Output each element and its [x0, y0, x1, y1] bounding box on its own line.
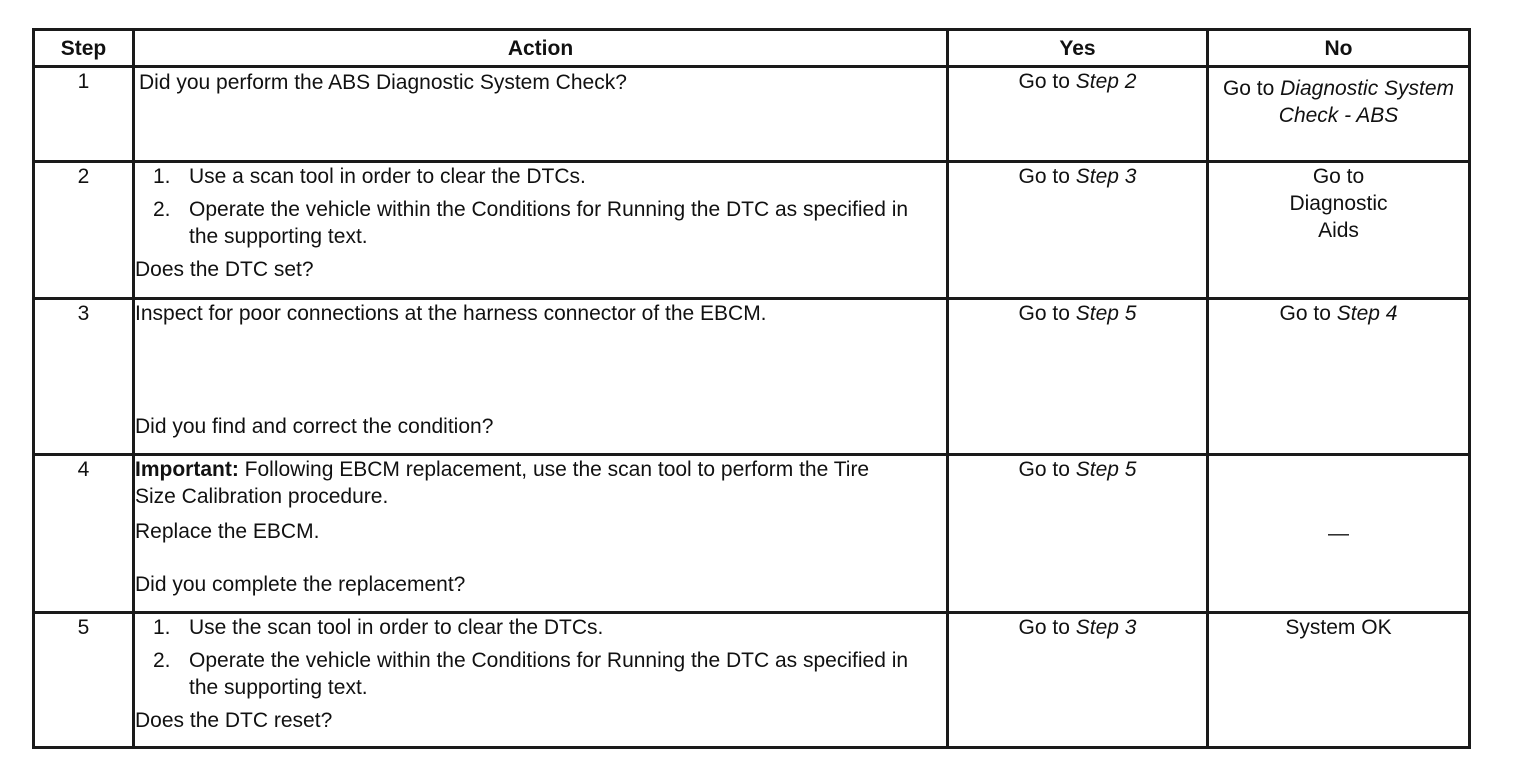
important-label: Important: — [135, 458, 239, 481]
no-prefix: Go to — [1279, 302, 1337, 325]
step-number: 1 — [34, 67, 134, 162]
no-cell — [1208, 67, 1470, 162]
table-row — [34, 162, 1470, 299]
list-item — [135, 163, 946, 190]
yes-cell — [948, 299, 1208, 455]
yes-cell — [948, 613, 1208, 748]
action-instruction: Inspect for poor connections at the harness connector of the EBCM. — [135, 302, 767, 325]
yes-step-link[interactable]: Step 2 — [1075, 70, 1137, 93]
list-number: 1. — [153, 616, 171, 639]
yes-prefix: Go to — [1018, 616, 1076, 639]
header-action: Action — [134, 30, 948, 67]
step-number: 5 — [34, 613, 134, 748]
action-instruction: Replace the EBCM. — [135, 520, 320, 543]
no-step-link[interactable]: Step 4 — [1336, 302, 1398, 325]
important-note — [135, 456, 946, 510]
header-no: No — [1208, 30, 1470, 67]
table-row — [34, 613, 1470, 748]
yes-step-link[interactable]: Step 3 — [1075, 165, 1137, 188]
no-result: System OK — [1285, 616, 1392, 639]
no-step-link[interactable]: Diagnostic System Check - ABS — [1278, 77, 1455, 127]
action-question: Does the DTC set? — [135, 258, 314, 281]
action-cell — [134, 67, 948, 162]
table-row — [34, 299, 1470, 455]
yes-cell — [948, 162, 1208, 299]
list-item — [135, 647, 946, 701]
yes-cell — [948, 67, 1208, 162]
no-dash: — — [1328, 522, 1349, 545]
yes-prefix: Go to — [1018, 165, 1076, 188]
list-number: 2. — [153, 649, 171, 672]
list-number: 1. — [153, 165, 171, 188]
list-item — [135, 196, 946, 250]
yes-step-link[interactable]: Step 5 — [1075, 302, 1137, 325]
no-cell — [1208, 162, 1470, 299]
list-number: 2. — [153, 198, 171, 221]
header-row — [34, 30, 1470, 67]
table-row — [34, 455, 1470, 613]
yes-cell — [948, 455, 1208, 613]
action-cell — [134, 613, 948, 748]
action-cell — [134, 299, 948, 455]
yes-prefix: Go to — [1018, 302, 1076, 325]
list-item — [135, 614, 946, 641]
table-row — [34, 67, 1470, 162]
important-text: Following EBCM replacement, use the scan tool to perform the Tire Size Calibration procedure. — [135, 458, 870, 508]
step-number: 4 — [34, 455, 134, 613]
diagnostic-table — [32, 28, 1471, 749]
action-question: Did you complete the replacement? — [135, 573, 466, 596]
no-link[interactable]: Go to Diagnostic Aids — [1289, 165, 1388, 242]
header-yes: Yes — [948, 30, 1208, 67]
no-cell — [1208, 455, 1470, 613]
list-text: Operate the vehicle within the Conditions for Running the DTC as specified in the supporting text. — [189, 198, 909, 248]
yes-prefix: Go to — [1018, 458, 1076, 481]
no-cell — [1208, 613, 1470, 748]
no-cell — [1208, 299, 1470, 455]
yes-step-link[interactable]: Step 3 — [1075, 616, 1137, 639]
no-prefix: Go to — [1222, 77, 1281, 100]
action-cell — [134, 455, 948, 613]
list-text: Use a scan tool in order to clear the DTCs. — [189, 165, 586, 188]
action-cell — [134, 162, 948, 299]
list-text: Use the scan tool in order to clear the DTCs. — [189, 616, 604, 639]
yes-step-link[interactable]: Step 5 — [1075, 458, 1137, 481]
yes-prefix: Go to — [1018, 70, 1076, 93]
list-text: Operate the vehicle within the Conditions for Running the DTC as specified in the supporting text. — [189, 649, 909, 699]
header-step: Step — [34, 30, 134, 67]
step-number: 3 — [34, 299, 134, 455]
step-number: 2 — [34, 162, 134, 299]
action-question: Did you perform the ABS Diagnostic System Check? — [139, 71, 627, 94]
action-question: Does the DTC reset? — [135, 709, 333, 732]
action-question: Did you find and correct the condition? — [135, 415, 494, 438]
